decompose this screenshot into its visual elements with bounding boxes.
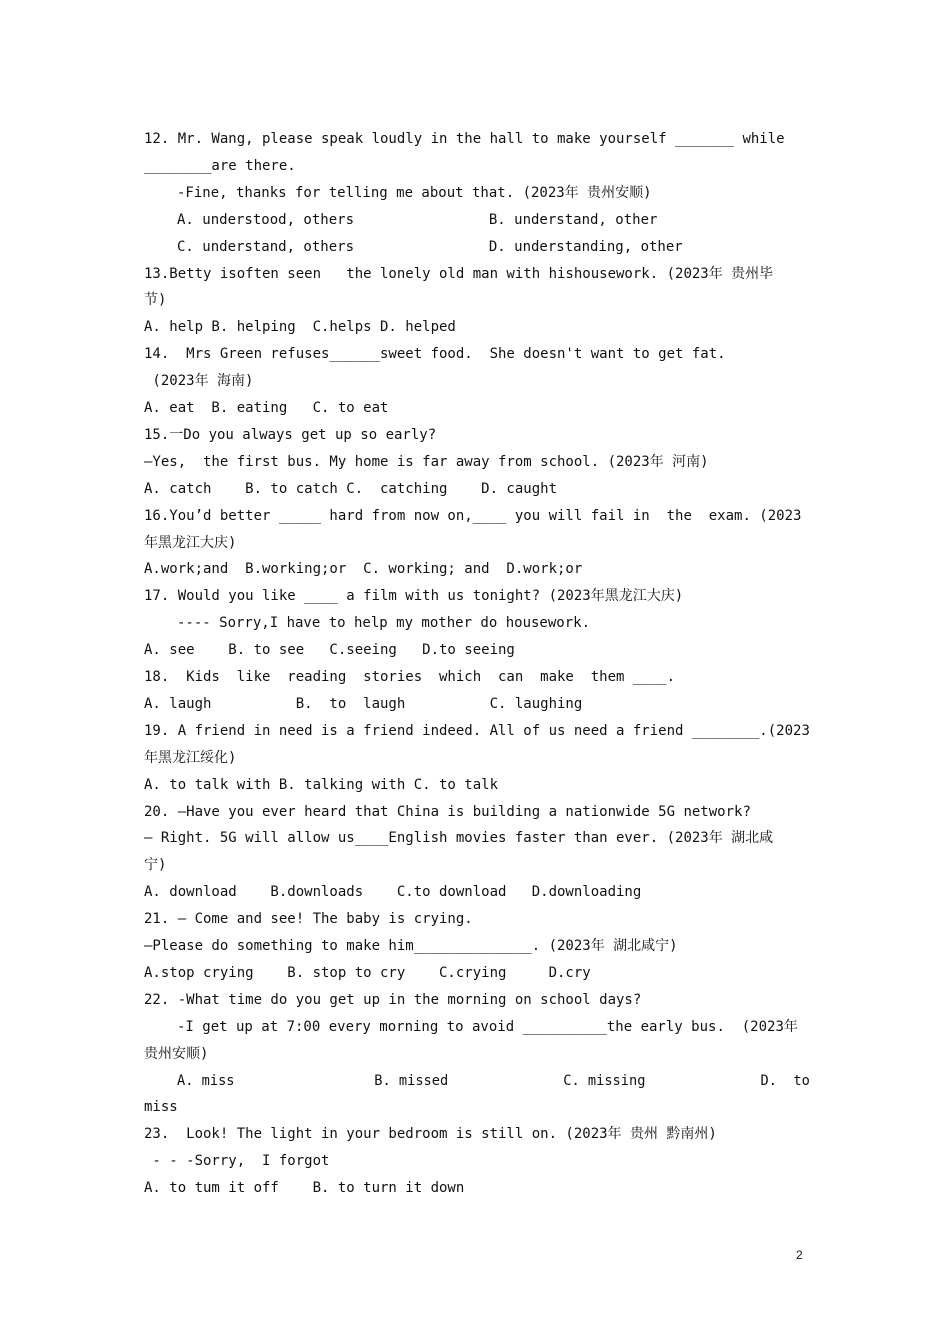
text-line: ---- Sorry,I have to help my mother do housework. [177,615,591,632]
text-line: 12. Mr. Wang, please speak loudly in the hall to make yourself _______ while [144,131,785,147]
text-line: 节) [144,292,167,309]
text-line: —Please do something to make him______________. (2023年 湖北咸宁) [144,938,678,954]
text-line: A. laugh B. to laugh C. laughing [144,695,583,712]
text-line: ________are there. [144,157,296,174]
text-line: 年黑龙江大庆) [144,534,237,551]
text-line: A.stop crying B. stop to cry C.crying D.cry [144,964,591,981]
text-line: 22. -What time do you get up in the morning on school days? [144,991,642,1008]
text-line: C. understand, others D. understanding, other [177,238,683,255]
text-line: 13.Betty isoften seen the lonely old man with hishousework. (2023年 贵州毕 [144,265,774,282]
text-line: — Right. 5G will allow us____English movies faster than ever. (2023年 湖北咸 [144,830,774,847]
text-line: 18. Kids like reading stories which can make them ____. [144,669,676,685]
text-line: -Fine, thanks for telling me about that. (2023年 贵州安顺) [177,184,652,201]
text-line: A. to talk with B. talking with C. to talk [144,776,499,793]
text-line: A. help B. helping C.helps D. helped [144,319,456,336]
page-number: 2 [796,1248,803,1262]
text-line: 年黑龙江绥化) [144,749,237,766]
text-line: A. catch B. to catch C. catching D. caught [144,480,558,497]
text-line: 宁) [144,857,167,874]
text-line: - - -Sorry, I forgot [144,1153,330,1170]
text-line: 23. Look! The light in your bedroom is still on. (2023年 贵州 黔南州) [144,1126,717,1143]
text-line: miss [144,1099,178,1116]
text-line: A. miss B. missed C. missing D. to [177,1072,810,1089]
text-line: A. understood, others B. understand, other [177,211,658,228]
text-line: 16.You’d better _____ hard from now on,____ you will fail in the exam. (2023 [144,507,802,524]
text-line: 14. Mrs Green refuses______sweet food. She doesn't want to get fat. [144,346,726,363]
text-line: A. eat B. eating C. to eat [144,400,389,416]
text-line: A.work;and B.working;or C. working; and D.work;or [144,561,583,578]
text-line: (2023年 海南) [144,373,254,390]
text-line: 17. Would you like ____ a film with us tonight? (2023年黑龙江大庆) [144,588,684,605]
text-line: 贵州安顺) [144,1045,209,1062]
text-line: —Yes, the first bus. My home is far away from school. (2023年 河南) [144,453,709,470]
text-line: -I get up at 7:00 every morning to avoid __________the early bus. (2023年 [177,1018,798,1035]
text-line: 20. —Have you ever heard that China is building a nationwide 5G network? [144,803,751,820]
text-line: A. see B. to see C.seeing D.to seeing [144,642,515,659]
text-line: A. to tum it off B. to turn it down [144,1180,465,1197]
text-line: 19. A friend in need is a friend indeed. All of us need a friend ________.(2023 [144,722,810,739]
text-line: A. download B.downloads C.to download D.downloading [144,884,642,901]
text-line: 21. — Come and see! The baby is crying. [144,911,473,928]
text-line: 15.一Do you always get up so early? [144,426,437,443]
